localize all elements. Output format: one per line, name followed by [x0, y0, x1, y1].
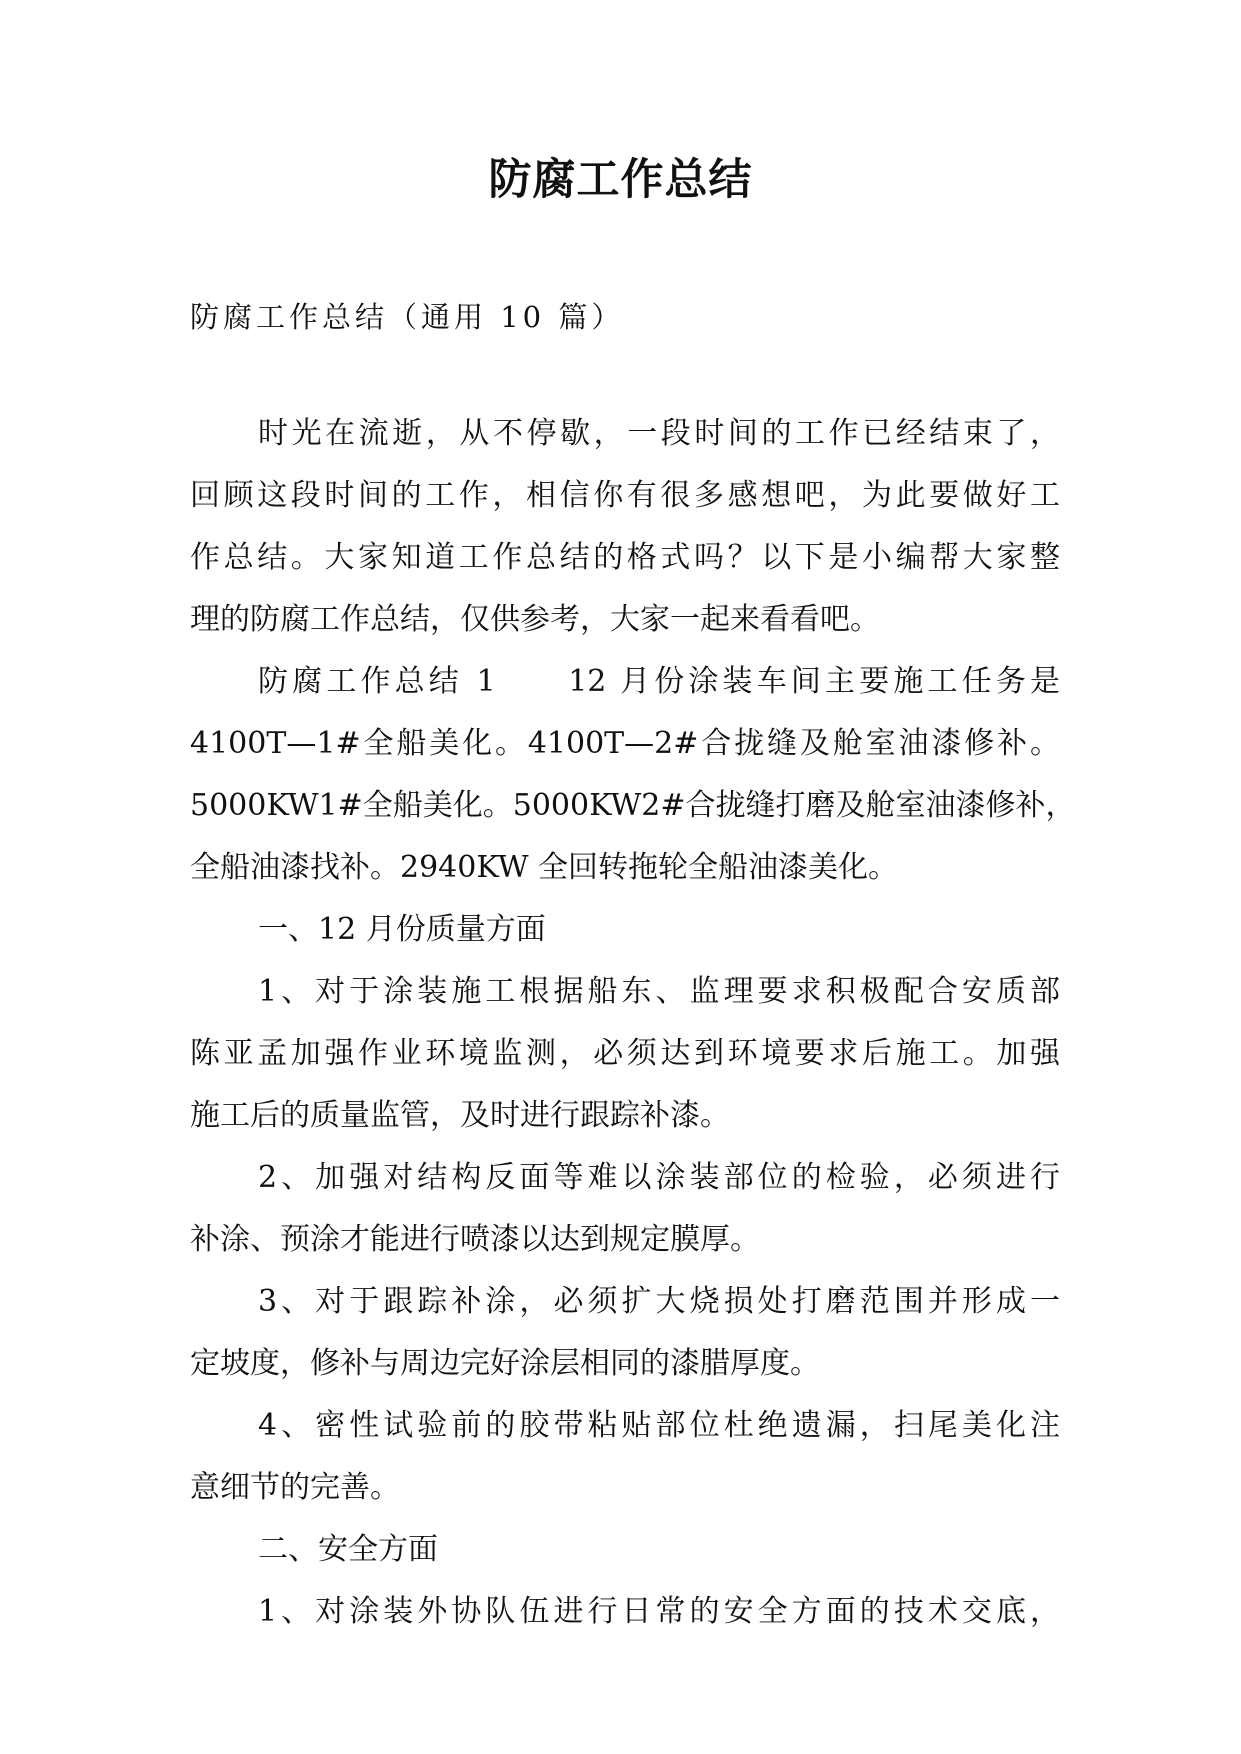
body-line: 一、12 月份质量方面 [258, 912, 546, 947]
body-line: 3、对于跟踪补涂，必须扩大烧损处打磨范围并形成一 [258, 1284, 1060, 1319]
body-line: 4100T—1#全船美化。4100T—2#合拢缝及舱室油漆修补。 [190, 726, 1060, 761]
document-subtitle: 防腐工作总结（通用 10 篇） [190, 300, 625, 334]
body-line: 4、密性试验前的胶带粘贴部位杜绝遗漏，扫尾美化注 [258, 1408, 1060, 1443]
body-line: 作总结。大家知道工作总结的格式吗？以下是小编帮大家整 [190, 540, 1060, 575]
body-line: 补涂、预涂才能进行喷漆以达到规定膜厚。 [190, 1222, 760, 1257]
body-line: 定坡度，修补与周边完好涂层相同的漆腊厚度。 [190, 1346, 820, 1381]
body-line: 施工后的质量监管，及时进行跟踪补漆。 [190, 1098, 730, 1133]
body-line: 回顾这段时间的工作，相信你有很多感想吧，为此要做好工 [190, 478, 1060, 513]
body-line: 二、安全方面 [258, 1532, 438, 1567]
body-line: 1、对于涂装施工根据船东、监理要求积极配合安质部 [258, 974, 1060, 1009]
body-line: 5000KW1#全船美化。5000KW2#合拢缝打磨及舱室油漆修补， [190, 788, 1076, 823]
body-line: 全船油漆找补。2940KW 全回转拖轮全船油漆美化。 [190, 850, 899, 885]
body-line: 防腐工作总结 1 12 月份涂装车间主要施工任务是 [258, 664, 1060, 699]
body-line: 时光在流逝，从不停歇，一段时间的工作已经结束了， [258, 416, 1060, 451]
document-body [190, 403, 1076, 1643]
body-line: 意细节的完善。 [190, 1470, 400, 1505]
body-line: 理的防腐工作总结，仅供参考，大家一起来看看吧。 [190, 602, 880, 637]
body-line: 陈亚孟加强作业环境监测，必须达到环境要求后施工。加强 [190, 1036, 1060, 1071]
body-line: 2、加强对结构反面等难以涂装部位的检验，必须进行 [258, 1160, 1060, 1195]
document-title: 防腐工作总结 [488, 155, 753, 205]
body-line: 1、对涂装外协队伍进行日常的安全方面的技术交底， [258, 1594, 1060, 1629]
